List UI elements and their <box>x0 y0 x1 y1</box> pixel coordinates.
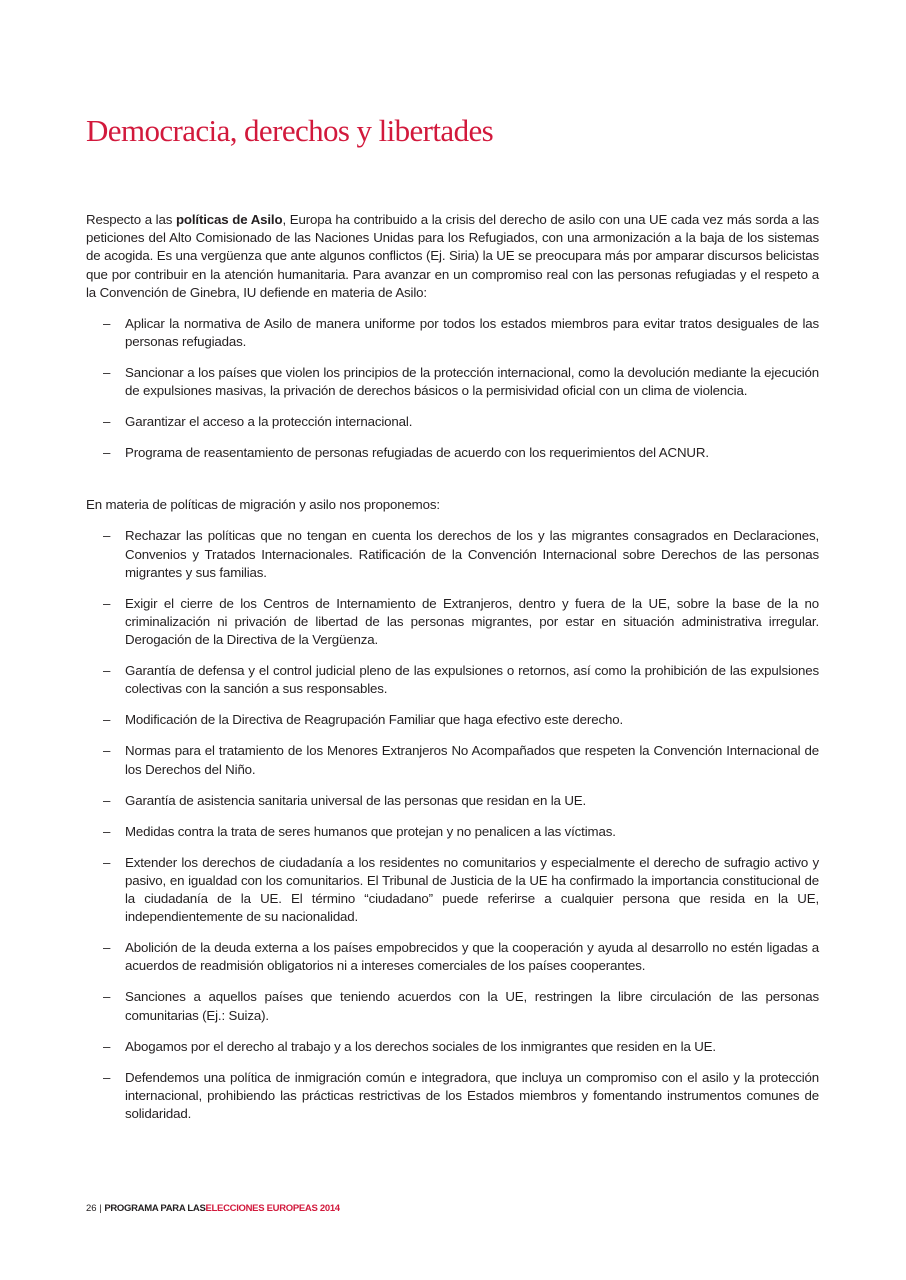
dash-bullet: – <box>103 663 111 679</box>
list-item <box>86 315 819 351</box>
list-item-text: Medidas contra la trata de seres humanos que protejan y no penalicen a las víctimas. <box>125 823 616 839</box>
intro-bold-term: políticas de Asilo <box>175 212 283 227</box>
list-item <box>86 527 819 582</box>
dash-bullet: – <box>103 823 111 839</box>
dash-bullet: – <box>103 1038 111 1054</box>
list-item <box>86 792 819 810</box>
list-item-text: Extender los derechos de ciudadanía a los residentes no comunitarios y especialmente el derecho de sufragio activo y pasivo, en igualdad con los comunitarios. El Tribunal de Justicia de la UE ha confirmado la importancia constitucional de la ciudadanía de la UE. El término “ciudadano” puede referirse a cualquier persona que resida en la UE, independientemente de su nacionalidad. <box>125 854 819 925</box>
list-item-text: Rechazar las políticas que no tengan en cuenta los derechos de los y las migrantes consagrados en Declaraciones, Convenios y Tratados Internacionales. Ratificación de la Convención Internacional sobre Derechos de las personas migrantes y sus familias. <box>125 528 819 580</box>
list-item-text: Garantizar el acceso a la protección internacional. <box>125 414 413 430</box>
list-item-text: Programa de reasentamiento de personas refugiadas de acuerdo con los requerimientos del ACNUR. <box>125 445 709 461</box>
list-item <box>86 444 819 462</box>
list-item-text: Abolición de la deuda externa a los países empobrecidos y que la cooperación y ayuda al desarrollo no estén ligadas a acuerdos de readmisión obligatorios ni a intereses comerciales de los países cooperantes. <box>125 940 819 974</box>
list-item <box>86 742 819 778</box>
list-item-text: Normas para el tratamiento de los Menores Extranjeros No Acompañados que respeten la Convención Internacional de los Derechos del Niño. <box>125 743 819 777</box>
list-item-text: Sanciones a aquellos países que teniendo acuerdos con la UE, restringen la libre circulación de las personas comunitarias (Ej.: Suiza). <box>125 989 819 1023</box>
dash-bullet: – <box>103 595 111 611</box>
dash-bullet: – <box>103 712 111 728</box>
list-item <box>86 854 819 927</box>
dash-bullet: – <box>103 1069 111 1085</box>
dash-bullet: – <box>103 989 111 1005</box>
list-item <box>86 711 819 729</box>
dash-bullet: – <box>103 854 111 870</box>
dash-bullet: – <box>103 445 111 461</box>
list-item <box>86 1069 819 1124</box>
intro-paragraph <box>86 211 819 302</box>
list-item-text: Defendemos una política de inmigración común e integradora, que incluya un compromiso con el asilo y la protección internacional, prohibiendo las prácticas restrictivas de los Estados miembros y fomentando instrumentos comunes de solidaridad. <box>125 1069 819 1122</box>
dash-bullet: – <box>103 792 111 808</box>
list-item-text: Modificación de la Directiva de Reagrupación Familiar que haga efectivo este derecho. <box>125 712 623 728</box>
list-item <box>86 662 819 698</box>
dash-bullet: – <box>103 414 111 430</box>
dash-bullet: – <box>103 365 111 381</box>
intro-text-rest: , Europa ha contribuido a la crisis del derecho de asilo con una UE cada vez más sorda a las peticiones del Alto Comisionado de las Naciones Unidas para los Refugiados, con una armonización a la baja de los sistemas de acogida. Es una vergüenza que ante algunos conflictos (Ej. Siria) la UE se preocupara más por amparar discursos belicistas que por contribuir en la atención humanitaria. Para avanzar en un compromiso real con las personas refugiadas y el respeto a la Convención de Ginebra, IU defiende en materia de Asilo: <box>86 212 819 300</box>
list-item <box>86 413 819 431</box>
dash-bullet: – <box>103 528 111 544</box>
list-item-text: Exigir el cierre de los Centros de Internamiento de Extranjeros, dentro y fuera de la UE, sobre la base de la no criminalización ni privación de libertad de las personas migrantes, por estar en situación administrativa irregular. Derogación de la Directiva de la Vergüenza. <box>125 595 819 648</box>
list-item <box>86 364 819 400</box>
page-number: 26 | <box>86 1203 102 1214</box>
list-item-text: Abogamos por el derecho al trabajo y a los derechos sociales de los inmigrantes que residen en la UE. <box>125 1038 716 1054</box>
list-item <box>86 595 819 650</box>
dash-bullet: – <box>103 940 111 956</box>
migration-list <box>86 527 819 1123</box>
list-item-text: Garantía de asistencia sanitaria universal de las personas que residan en la UE. <box>125 792 587 808</box>
list-item-text: Aplicar la normativa de Asilo de manera uniforme por todos los estados miembros para evitar tratos desiguales de las personas refugiadas. <box>125 315 819 350</box>
intro-text-start: Respecto a las <box>86 212 176 227</box>
dash-bullet: – <box>103 315 111 331</box>
page-title: Democracia, derechos y libertades <box>86 113 494 148</box>
asylum-list <box>86 315 819 463</box>
list-item-text: Sancionar a los países que violen los principios de la protección internacional, como la devolución mediante la ejecución de expulsiones masivas, la privación de derechos básicos o la permisividad oficial con un clima de violencia. <box>125 365 819 399</box>
list-item-text: Garantía de defensa y el control judicial pleno de las expulsiones o retornos, así como la prohibición de las expulsiones colectivas con la sanción a sus responsables. <box>125 663 819 697</box>
migration-intro: En materia de políticas de migración y asilo nos proponemos: <box>86 497 440 513</box>
list-item <box>86 939 819 975</box>
footer-label: PROGRAMA PARA LAS <box>104 1203 206 1214</box>
page-footer <box>86 1203 340 1214</box>
list-item <box>86 1038 819 1056</box>
footer-highlight: ELECCIONES EUROPEAS 2014 <box>205 1203 340 1214</box>
list-item <box>86 988 819 1024</box>
list-item <box>86 823 819 841</box>
body-content <box>86 211 819 1123</box>
dash-bullet: – <box>103 743 111 759</box>
